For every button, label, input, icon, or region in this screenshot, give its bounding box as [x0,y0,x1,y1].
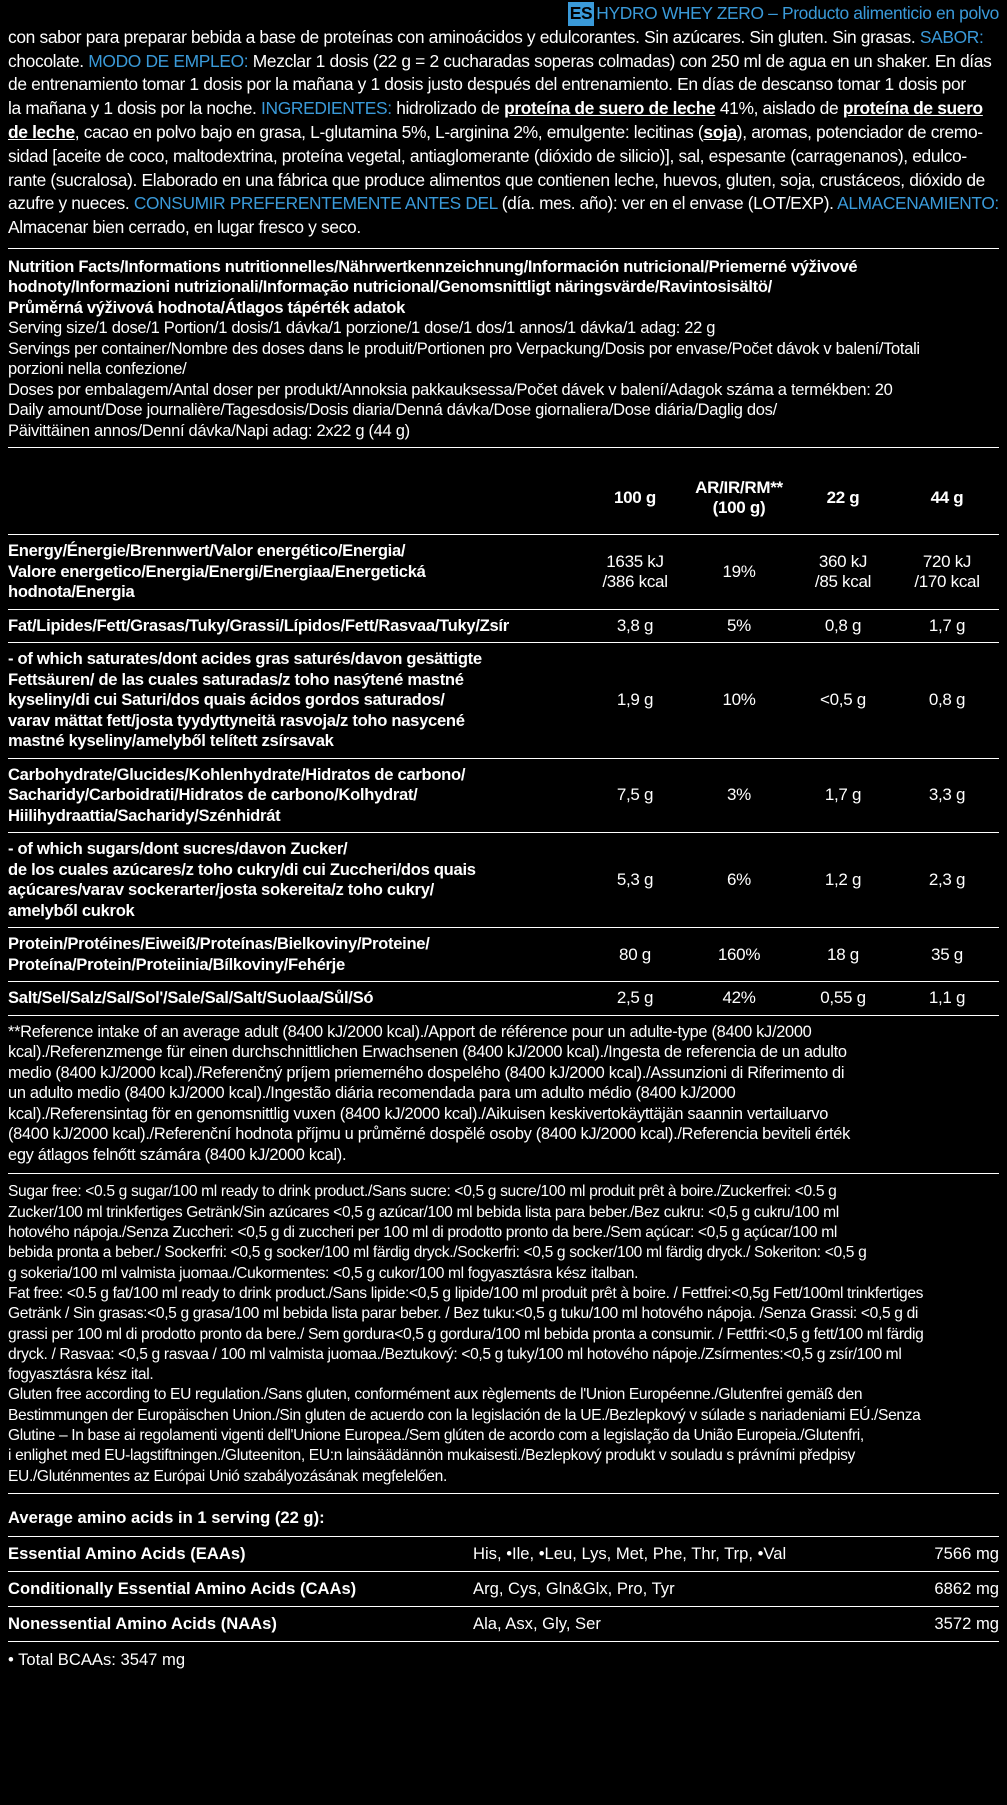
nutrient-value [791,643,895,759]
value-line: 6% [727,870,751,890]
label-line: hodnota/Energia [8,582,135,602]
nutrient-label [8,833,583,928]
column-header [687,454,791,535]
label-line: Valore energetico/Energia/Energi/Energiaa/Energetická [8,561,426,581]
nutrient-value [583,928,687,982]
nutrient-value [895,758,999,833]
column-header-line: 100 g [614,488,656,508]
amino-acid-list: His, •Ile, •Leu, Lys, Met, Phe, Thr, Trp, •Val [473,1536,873,1571]
claim-line: hotového nápoja./Senza Zuccheri: <0,5 g di zuccheri per 100 ml di prodotto pronto da bere./Sem açúcar: <0,5 g açúcar/100 ml [8,1224,837,1242]
header-line: Průměrná výživová hodnota/Átlagos tápérték adatok [8,298,405,317]
header-line: Doses por embalagem/Antal doser per produkt/Annoksia pakkauksessa/Počet dávek v balení/Adagok száma a termékben: 20 [8,380,893,399]
amino-row [8,1606,999,1641]
claim-line: EU./Gluténmentes az Európai Unió szabályozásának megfelelően. [8,1467,447,1485]
description-line [8,145,999,169]
description-line [8,50,999,74]
reference-line: kcal)./Referenzmenge für einen durchschnittlichen Erwachsenen (8400 kJ/2000 kcal)./Ingesta de referencia de un adulto [8,1043,847,1062]
nutrient-row [8,833,999,928]
nutrient-value [583,535,687,610]
amino-acid-list: Ala, Asx, Gly, Ser [473,1606,873,1641]
value-line: 7,5 g [616,785,654,805]
text-segment: con sabor para preparar bebida a base de proteínas con aminoácidos y edulcorantes. Sin azúcares. Sin gluten. Sin grasas. [8,26,920,47]
nutrient-value [791,833,895,928]
text-segment: ), aromas, potenciador de cremo- [736,121,983,142]
claim-line: Bestimmungen der Europäischen Union./Sin gluten de acuerdo con la legislación de la UE./Bezlepkový v súlade s nariadeniami EÚ./Senza [8,1406,921,1424]
text-segment: hidrolizado de [391,98,505,119]
label-line: Fat/Lipides/Fett/Grasas/Tuky/Grassi/Lípidos/Fett/Rasvaa/Tuky/Zsír [8,615,509,635]
header-line: Servings per container/Nombre des doses dans le produit/Portionen pro Verpackung/Dosis por envase/Počet dávok v balení/Totali [8,339,920,358]
column-header [791,454,895,535]
nutrient-row [8,609,999,643]
column-header-line: 44 g [930,488,964,508]
nutrient-value [791,928,895,982]
claim-line: Fat free: <0.5 g fat/100 ml ready to drink product./Sans lipide:<0,5 g lipide/100 ml produit prêt à boire. / Fettfrei:<0,5g Fett/100ml trinkfertiges [8,1284,924,1302]
value-line: 0,8 g [824,615,862,635]
text-segment: sidad [aceite de coco, maltodextrina, proteína vegetal, antiaglomerante (dióxido de silicio)], sal, espesante (carragenanos), edulco- [8,145,967,166]
nutrient-value [687,643,791,759]
text-segment: chocolate. [8,50,89,71]
label-line: Hiilihydraattia/Sacharidy/Szénhidrát [8,805,281,825]
claim-line: i enlighet med EU-lagstiftningen./Gluteeniton, EU:n lainsäädännön mukaisesti./Bezlepkový produkt v souladu s právními předpisy [8,1447,855,1465]
description-line [8,121,999,145]
value-line: 1635 kJ [606,551,664,571]
header-blank [8,454,583,535]
description-line [8,97,999,121]
amino-amount: 3572 mg [873,1606,999,1641]
nutrient-value [583,609,687,643]
reference-line: (8400 kJ/2000 kcal)./Referenční hodnota příjmu u průměrné dospělé osoby (8400 kJ/2000 kcal)./Referencia beviteli érték [8,1125,850,1144]
amino-group-name: Nonessential Amino Acids (NAAs) [8,1606,473,1641]
nutrient-value [791,535,895,610]
value-line: 80 g [619,944,651,964]
nutrient-label [8,758,583,833]
column-header-line: AR/IR/RM** [695,478,783,498]
label-line: Protein/Protéines/Eiweiß/Proteínas/Bielkoviny/Proteine/ [8,934,430,954]
label-line: Energy/Énergie/Brennwert/Valor energético/Energia/ [8,541,406,561]
label-line: - of which sugars/dont sucres/davon Zucker/ [8,839,348,859]
nutrient-label [8,609,583,643]
language-badge: ES [568,2,595,26]
reference-line: medio (8400 kJ/2000 kcal)./Referenčný príjem priemerného dospelého (8400 kJ/2000 kcal)./Assunzioni di Riferimento di [8,1063,845,1082]
value-line: 1,2 g [824,870,862,890]
column-header-line: (100 g) [712,498,766,518]
claim-line: dryck. / Rasvaa: <0,5 g rasvaa / 100 ml valmista juomaa./Beztukový: <0,5 g tuky/100 ml hotového nápoje./Zsírmentes:<0,5 g zsír/100 ml [8,1345,902,1363]
label-line: de los cuales azúcares/z toho cukry/di cui Zuccheri/dos quais [8,859,476,879]
value-line: 160% [717,944,761,964]
divider [8,1493,999,1494]
header-line: Daily amount/Dose journalière/Tagesdosis/Dosis diaria/Denná dávka/Dose giornaliera/Dose diária/Daglig dos/ [8,401,777,420]
divider [8,447,999,448]
value-line: 2,5 g [616,988,654,1008]
text-segment: ALMACENAMIENTO: [837,193,999,214]
value-line: /170 kcal [914,572,980,592]
claim-line: bebida pronta a beber./ Sockerfri: <0,5 g socker/100 ml färdig dryck./Sockerfri: <0,5 g socker/100 ml färdig dryck./ Sokeriton: <0,5 g [8,1244,867,1262]
value-line: 3% [727,785,751,805]
nutrient-value [791,609,895,643]
value-line: 18 g [827,944,859,964]
nutrient-row [8,928,999,982]
value-line: 1,9 g [616,690,654,710]
label-line: Proteína/Protein/Proteiinia/Bílkoviny/Fehérje [8,954,345,974]
nutrient-value [895,928,999,982]
value-line: 10% [722,690,756,710]
nutrient-value [687,928,791,982]
text-segment: SABOR: [919,26,984,47]
nutrient-value [687,758,791,833]
label-line: Fettsäuren/ de las cuales saturadas/z toho nasýtené mastné [8,669,464,689]
claim-line: Glutine – In base ai regolamenti vigenti dell'Unione Europea./Sem glúten de acordo com a legislação da União Europeia./Glutenfri, [8,1427,864,1445]
text-segment: Almacenar bien cerrado, en lugar fresco y seco. [8,217,361,238]
reference-line: **Reference intake of an average adult (8400 kJ/2000 kcal)./Apport de référence pour un adulte-type (8400 kJ/2000 [8,1022,812,1041]
nutrient-row [8,758,999,833]
description-line [8,216,999,240]
label-line: kyseliny/di cui Saturi/dos quais ácidos gordos saturados/ [8,690,445,710]
claim-line: Sugar free: <0.5 g sugar/100 ml ready to drink product./Sans sucre: <0,5 g sucre/100 ml produit prêt à boire./Zuckerfrei: <0.5 g [8,1183,837,1201]
text-segment: MODO DE EMPLEO: [88,50,249,71]
text-segment: proteína de suero de leche [504,98,716,119]
label-line: amelyből cukrok [8,900,135,920]
nutrient-value [583,643,687,759]
value-line: 35 g [931,944,963,964]
text-segment: , cacao en polvo bajo en grasa, L-glutamina 5%, L-arginina 2%, emulgente: lecitinas ( [74,121,704,142]
value-line: 2,3 g [928,870,966,890]
description-line [8,26,999,50]
nutrient-label [8,643,583,759]
text-segment: INGREDIENTES: [261,98,392,119]
claim-line: fogyasztásra kész ital. [8,1366,154,1384]
claim-line: Gluten free according to EU regulation./Sans gluten, conformément aux règlements de l'Union Européenne./Glutenfrei gemäß den [8,1386,863,1404]
amino-group-name: Conditionally Essential Amino Acids (CAAs) [8,1571,473,1606]
value-line: 3,8 g [616,615,654,635]
text-segment: soja [703,121,737,142]
value-line: 42% [722,988,756,1008]
text-segment: CONSUMIR PREFERENTEMENTE ANTES DEL [133,193,498,214]
table-header-row [8,454,999,535]
column-header [583,454,687,535]
product-description [8,0,999,240]
amino-amount: 7566 mg [873,1536,999,1571]
reference-line: egy átlagos felnőtt számára (8400 kJ/2000 kcal). [8,1145,347,1164]
label-line: varav mättat fett/josta tyydyttyneitä rasvoja/z toho nasycené [8,710,465,730]
text-segment: (día. mes. año): ver en el envase (LOT/EXP). [497,193,838,214]
text-segment: HYDRO WHEY ZERO – Producto alimenticio en polvo [596,3,999,23]
value-line: 720 kJ [922,551,972,571]
value-line: 5,3 g [616,870,654,890]
nutrient-label [8,535,583,610]
divider [8,1173,999,1174]
label-line: mastné kyseliny/amelyből telített zsírsavak [8,731,334,751]
column-header [895,454,999,535]
nutrient-value [895,609,999,643]
nutrient-label [8,928,583,982]
nutrient-value [791,982,895,1016]
amino-acids-title: Average amino acids in 1 serving (22 g): [8,1507,325,1527]
claim-line: Getränk / Sin grasas:<0,5 g grasa/100 ml bebida lista parar beber. / Bez tuku:<0,5 g tuku/100 ml hotového nápoja. /Senza Grassi: <0,5 g di [8,1305,919,1323]
nutrient-label [8,982,583,1016]
header-line: porzioni nella confezione/ [8,360,187,379]
claim-line: grassi per 100 ml di prodotto pronto da bere./ Sem gordura<0,5 g gordura/100 ml bebida pronta a consumir. / Fettfri:<0,5 g fett/100 ml färdig [8,1325,924,1343]
value-line: 360 kJ [818,551,868,571]
value-line: 1,1 g [928,988,966,1008]
header-line: hodnoty/Informazioni nutrizionali/Informação nutricional/Genomsnittligt näringsvärde/Ravintosisältö/ [8,278,772,297]
value-line: 1,7 g [928,615,966,635]
nutrient-value [687,535,791,610]
nutrient-value [895,982,999,1016]
label-line: Carbohydrate/Glucides/Kohlenhydrate/Hidratos de carbono/ [8,764,466,784]
text-segment: Mezclar 1 dosis (22 g = 2 cucharadas soperas colmadas) con 250 ml de agua en un shaker. En días [248,50,992,71]
value-line: /85 kcal [814,572,872,592]
nutrient-value [687,609,791,643]
divider [8,248,999,249]
value-line: 0,55 g [820,988,866,1008]
nutrition-facts-header [8,257,999,442]
nutrition-claims [8,1182,999,1486]
nutrient-value [687,833,791,928]
header-line: Nutrition Facts/Informations nutritionnelles/Nährwertkennzeichnung/Información nutricional/Priemerné výživové [8,257,858,276]
column-header-line: 22 g [826,488,860,508]
value-line: 5% [727,615,751,635]
nutrition-table [8,454,999,1016]
nutrient-value [895,643,999,759]
label-line: Salt/Sel/Salz/Sal/Sol'/Sale/Sal/Salt/Suolaa/Sůl/Só [8,988,374,1008]
text-segment: proteína de suero [842,98,983,119]
label-line: - of which saturates/dont acides gras saturés/davon gesättigte [8,649,482,669]
value-line: <0,5 g [820,690,866,710]
description-line [8,2,999,26]
nutrient-value [895,535,999,610]
text-segment: azufre y nueces. [8,193,134,214]
value-line: 19% [722,561,756,581]
amino-row [8,1571,999,1606]
header-line: Serving size/1 dose/1 Portion/1 dosis/1 dávka/1 porzione/1 dose/1 dos/1 annos/1 dávka/1 adag: 22 g [8,319,716,338]
label-line: Sacharidy/Carboidrati/Hidratos de carbono/Kolhydrat/ [8,785,418,805]
text-segment: 41%, aislado de [715,98,843,119]
value-line: 1,7 g [824,785,862,805]
nutrient-value [687,982,791,1016]
value-line: /386 kcal [602,572,668,592]
amino-acids-table [8,1536,999,1642]
reference-line: un adulto medio (8400 kJ/2000 kcal)./Ingestão diária recomendada para um adulto médio (8400 kJ/2000 [8,1084,736,1103]
text-segment: de leche [8,121,75,142]
text-segment: rante (sucralosa). Elaborado en una fábrica que produce alimentos que contienen leche, huevos, gluten, soja, crustáceos, dióxido de [8,169,985,190]
amino-amount: 6862 mg [873,1571,999,1606]
header-line: Päivittäinen annos/Denní dávka/Napi adag: 2x22 g (44 g) [8,421,410,440]
claim-line: Zucker/100 ml trinkfertiges Getränk/Sin azúcares <0,5 g azúcar/100 ml bebida lista para beber./Bez cukru: <0,5 g cukru/100 ml [8,1203,839,1221]
label-line: açúcares/varav sockerarter/josta sokereita/z toho cukry/ [8,880,434,900]
amino-group-name: Essential Amino Acids (EAAs) [8,1536,473,1571]
nutrient-value [791,758,895,833]
total-bcaa: • Total BCAAs: 3547 mg [8,1649,186,1669]
description-line [8,73,999,97]
nutrient-row [8,535,999,610]
description-line [8,169,999,193]
nutrient-row [8,982,999,1016]
description-line [8,192,999,216]
nutrient-value [583,833,687,928]
amino-acid-list: Arg, Cys, Gln&Glx, Pro, Tyr [473,1571,873,1606]
claim-line: g sokeria/100 ml valmista juomaa./Cukormentes: <0,5 g cukor/100 ml fogyasztásra kész italban. [8,1264,639,1282]
nutrient-value [583,758,687,833]
reference-line: kcal)./Referensintag för en genomsnittlig vuxen (8400 kJ/2000 kcal)./Aikuisen keskivertokäyttäjän saannin vertailuarvo [8,1104,829,1123]
reference-intake-note [8,1016,999,1166]
amino-row [8,1536,999,1571]
nutrient-row [8,643,999,759]
text-segment: la mañana y 1 dosis por la noche. [8,98,261,119]
value-line: 3,3 g [928,785,966,805]
value-line: 0,8 g [928,690,966,710]
nutrient-value [583,982,687,1016]
text-segment: de entrenamiento tomar 1 dosis por la mañana y 1 dosis justo después del entrenamiento. En días de descanso tomar 1 dosis por [8,74,966,95]
nutrient-value [895,833,999,928]
